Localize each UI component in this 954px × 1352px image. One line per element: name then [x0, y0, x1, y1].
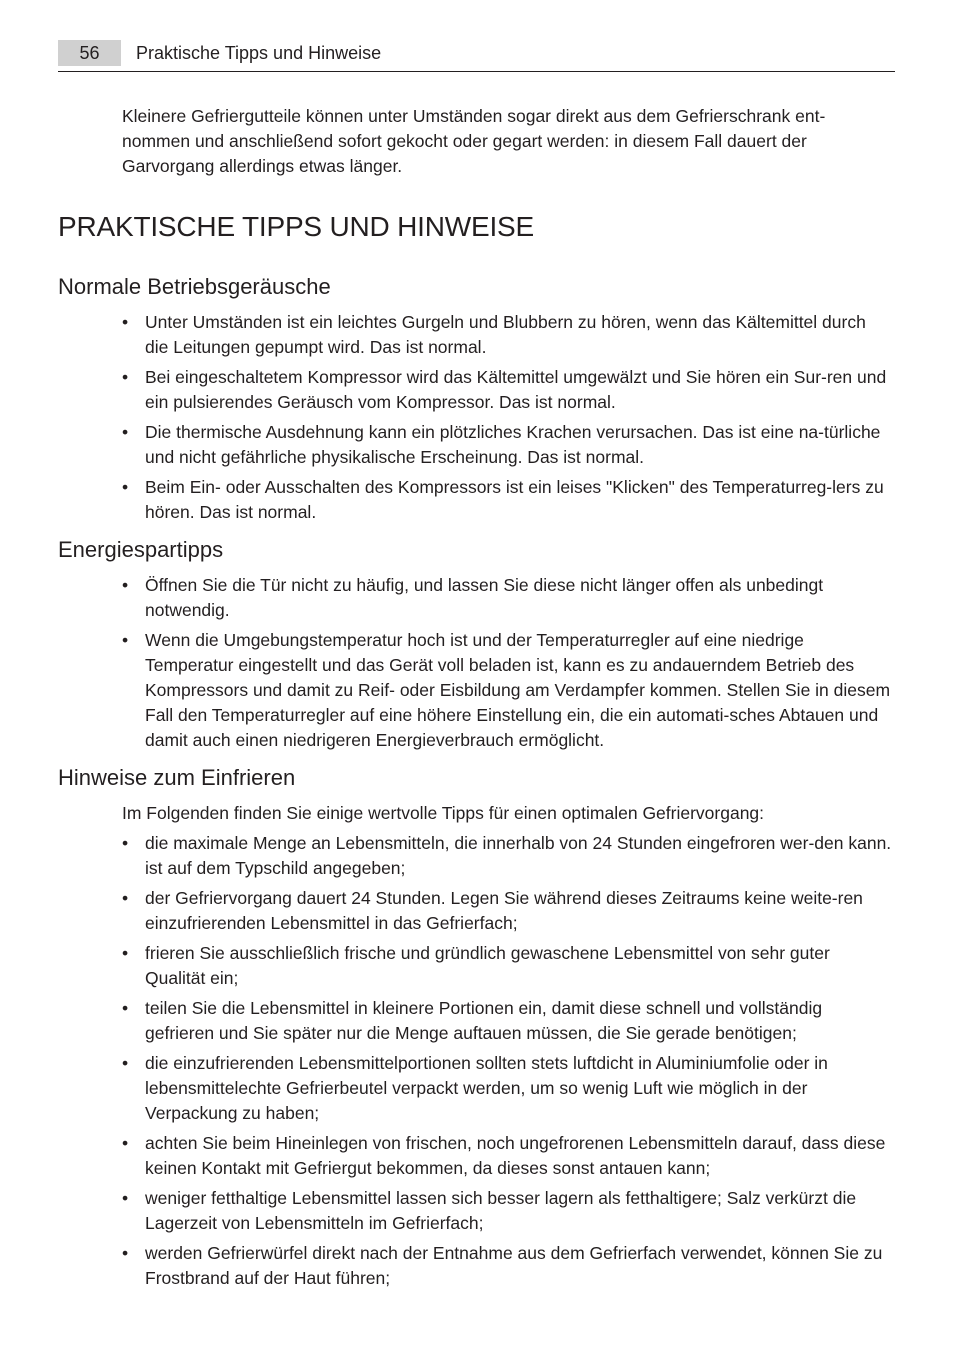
- list-item-text: Beim Ein- oder Ausschalten des Kompressors ist ein leises "Klicken" des Temperaturreg-lers zu hören. Das ist normal.: [145, 477, 884, 522]
- list-item-text: der Gefriervorgang dauert 24 Stunden. Legen Sie während dieses Zeitraums keine weite-ren einzufrierenden Lebensmittel in das Gefrierfach;: [145, 888, 863, 933]
- list-item: [122, 420, 894, 470]
- list-item: [122, 1186, 894, 1236]
- list-item-text: weniger fetthaltige Lebensmittel lassen sich besser lagern als fetthaltigere; Salz verkürzt die Lagerzeit von Lebensmitteln im Gefrierfach;: [145, 1188, 857, 1233]
- list-item: [122, 475, 894, 525]
- list-item-text: frieren Sie ausschließlich frische und gründlich gewaschene Lebensmittel von sehr guter Qualität ein;: [145, 943, 830, 988]
- running-title: Praktische Tipps und Hinweise: [136, 43, 382, 63]
- section-heading-freezing: Hinweise zum Einfrieren: [58, 765, 296, 790]
- list-item: [122, 1131, 894, 1181]
- list-item: [122, 573, 894, 623]
- page-title: PRAKTISCHE TIPPS UND HINWEISE: [58, 211, 534, 242]
- list-item: [122, 831, 894, 881]
- bullet-icon: •: [122, 1243, 129, 1263]
- freezing-list: [122, 831, 894, 1296]
- list-item-text: achten Sie beim Hineinlegen von frischen, noch ungefrorenen Lebensmitteln darauf, dass diese keinen Kontakt mit Gefriergut bekommen, da dieses sonst antauen kann;: [145, 1133, 886, 1178]
- list-item-text: Die thermische Ausdehnung kann ein plötzliches Krachen verursachen. Das ist eine na-türliche und nicht gefährliche physikalische Erscheinung. Das ist normal.: [145, 422, 881, 467]
- page-header: [58, 38, 895, 72]
- bullet-icon: •: [122, 630, 129, 650]
- freezing-lead: Im Folgenden finden Sie einige wertvolle Tipps für einen optimalen Gefriervorgang:: [122, 803, 765, 823]
- list-item-text: die einzufrierenden Lebensmittelportionen sollten stets luftdicht in Aluminiumfolie oder in lebensmittelechte Gefrierbeutel verpackt werden, um so wenig Luft wie möglich in der Verpackung zu haben;: [145, 1053, 828, 1123]
- bullet-icon: •: [122, 422, 129, 442]
- bullet-icon: •: [122, 477, 129, 497]
- list-item-text: die maximale Menge an Lebensmitteln, die innerhalb von 24 Stunden eingefroren wer-den kann. ist auf dem Typschild angegeben;: [145, 833, 892, 878]
- bullet-icon: •: [122, 833, 129, 853]
- noises-list: [122, 310, 894, 530]
- bullet-icon: •: [122, 312, 129, 332]
- list-item-text: Unter Umständen ist ein leichtes Gurgeln und Blubbern zu hören, wenn das Kältemittel durch die Leitungen gepumpt wird. Das ist normal.: [145, 312, 866, 357]
- page-number: 56: [58, 40, 121, 66]
- energy-list: [122, 573, 894, 758]
- list-item: [122, 310, 894, 360]
- bullet-icon: •: [122, 1133, 129, 1153]
- section-heading-noises: Normale Betriebsgeräusche: [58, 274, 331, 299]
- list-item: [122, 941, 894, 991]
- list-item: [122, 365, 894, 415]
- list-item-text: werden Gefrierwürfel direkt nach der Entnahme aus dem Gefrierfach verwendet, können Sie zu Frostbrand auf der Haut führen;: [145, 1243, 883, 1288]
- bullet-icon: •: [122, 367, 129, 387]
- list-item: [122, 628, 894, 753]
- list-item: [122, 1051, 894, 1126]
- list-item-text: Öffnen Sie die Tür nicht zu häufig, und lassen Sie diese nicht länger offen als unbedingt notwendig.: [145, 575, 824, 620]
- bullet-icon: •: [122, 998, 129, 1018]
- list-item: [122, 996, 894, 1046]
- bullet-icon: •: [122, 888, 129, 908]
- list-item-text: teilen Sie die Lebensmittel in kleinere Portionen ein, damit diese schnell und vollständig gefrieren und Sie später nur die Menge auftauen müssen, die Sie gerade benötigen;: [145, 998, 823, 1043]
- section-heading-energy: Energiespartipps: [58, 537, 224, 562]
- bullet-icon: •: [122, 1188, 129, 1208]
- bullet-icon: •: [122, 1053, 129, 1073]
- intro-paragraph: Kleinere Gefriergutteile können unter Umständen sogar direkt aus dem Gefrierschrank ent-nommen und anschließend sofort gekocht oder gegart werden: in diesem Fall dauert der Garvorgang allerdings etwas länger.: [122, 106, 826, 176]
- list-item-text: Wenn die Umgebungstemperatur hoch ist und der Temperaturregler auf eine niedrige Temperatur eingestellt und das Gerät voll beladen ist, kann es zu andauerndem Betrieb des Kompressors und damit zu Reif- oder Eisbildung am Verdampfer kommen. Stellen Sie in diesem Fall den Temperaturregler auf eine höhere Einstellung ein, die ein automati-sches Abtauen und damit auch einen niedrigeren Energieverbrauch ermöglicht.: [145, 630, 891, 750]
- list-item: [122, 1241, 894, 1291]
- bullet-icon: •: [122, 575, 129, 595]
- list-item-text: Bei eingeschaltetem Kompressor wird das Kältemittel umgewälzt und Sie hören ein Sur-ren und ein pulsierendes Geräusch vom Kompressor. Das ist normal.: [145, 367, 887, 412]
- list-item: [122, 886, 894, 936]
- bullet-icon: •: [122, 943, 129, 963]
